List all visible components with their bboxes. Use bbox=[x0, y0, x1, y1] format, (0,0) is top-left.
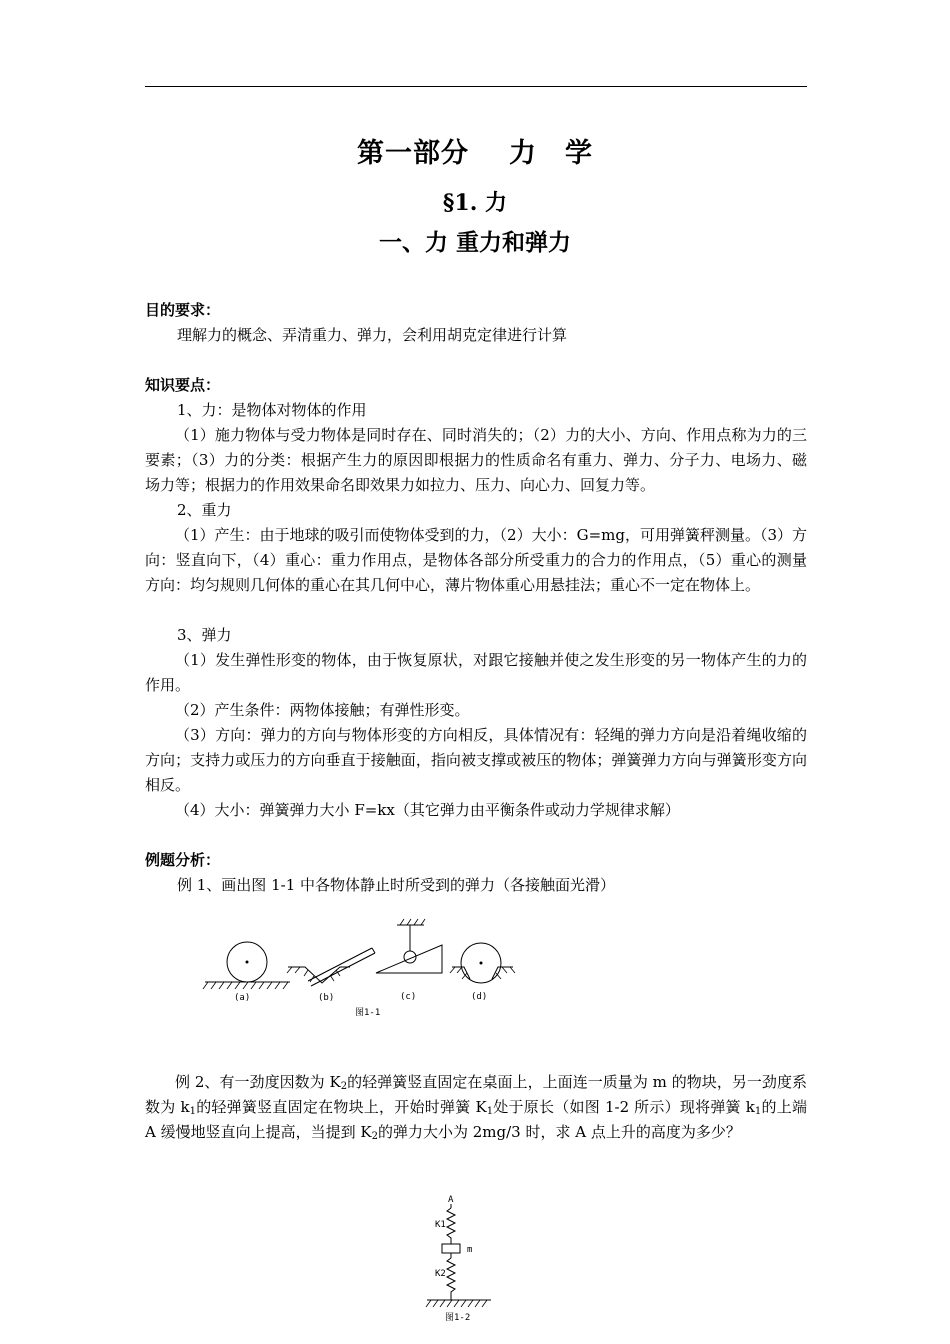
knowledge-p3: 2、重力 bbox=[177, 501, 232, 519]
label-a: A bbox=[448, 1195, 454, 1205]
figure-a-ball-on-ground bbox=[203, 942, 290, 989]
figure-b-rod-in-groove bbox=[287, 948, 375, 986]
knowledge-p8: （3）方向：弹力的方向与物体形变的方向相反，具体情况有：轻绳的弹力方向是沿着绳收缩的方向；支持力或压力的方向垂直于接触面，指向被支撑或被压的物体；弹簧弹力方向与弹簧形变方向相反。 bbox=[145, 726, 807, 794]
knowledge-heading: 知识要点： bbox=[145, 376, 221, 394]
top-rule bbox=[145, 86, 807, 87]
knowledge-p4: （1）产生：由于地球的吸引而使物体受到的力，（2）大小：G=mg，可用弹簧秤测量。（3）方向：竖直向下，（4）重心：重力作用点，是物体各部分所受重力的合力的作用点，（5）重心的测量方向：均匀规则几何体的重心在其几何中心，薄片物体重心用悬挂法；重心不一定在物体上。 bbox=[145, 526, 808, 594]
figure-d-label: (d) bbox=[471, 992, 488, 1002]
page-title: 第一部分 力 学 bbox=[357, 138, 593, 169]
figure-c-label: (c) bbox=[400, 992, 417, 1002]
section-title: §1. 力 bbox=[442, 190, 508, 216]
knowledge-p1: 1、力：是物体对物体的作用 bbox=[177, 401, 367, 419]
examples-heading: 例题分析： bbox=[145, 851, 221, 869]
figure-d-ball-between-walls bbox=[450, 943, 515, 983]
figure-b-label: (b) bbox=[318, 993, 335, 1003]
figure-1-1-caption: 图1-1 bbox=[355, 1008, 381, 1018]
goal-text: 理解力的概念、弄清重力、弹力，会利用胡克定律进行计算 bbox=[177, 326, 568, 344]
spring-k1 bbox=[447, 1208, 455, 1244]
knowledge-p9: （4）大小：弹簧弹力大小 F=kx（其它弹力由平衡条件或动力学规律求解） bbox=[175, 801, 680, 819]
spring-k2 bbox=[447, 1258, 455, 1300]
knowledge-p7: （2）产生条件：两物体接触；有弹性形变。 bbox=[175, 701, 470, 719]
block-m bbox=[442, 1244, 460, 1253]
knowledge-p2: （1）施力物体与受力物体是同时存在、同时消失的；（2）力的大小、方向、作用点称为力的三要素；（3）力的分类：根据产生力的原因即根据力的性质命名有重力、弹力、分子力、电场力、磁场力等；根据力的作用效果命名即效果力如拉力、压力、向心力、回复力等。 bbox=[145, 426, 807, 494]
knowledge-p6: （1）发生弹性形变的物体，由于恢复原状，对跟它接触并使之发生形变的另一物体产生的力的作用。 bbox=[145, 651, 807, 694]
figure-a-label: (a) bbox=[234, 993, 251, 1003]
goal-heading: 目的要求： bbox=[145, 301, 221, 319]
example-2: 例 2、有一劲度因数为 $K_2$的轻弹簧竖直固定在桌面上，上面连一质量为 m 的物块，另一劲度系数为 $k_1$的轻弹簧竖直固定在物块上，开始时弹簧 $K_1$处于原长（如图 1-2 所示）现将弹簧 $k_1$的上端 A 缓慢地竖直向上提高，当提到 $K_2$的弹力大小为 2mg/3 时，求 A 点上升的高度为多少？ bbox=[145, 1073, 807, 1142]
figure-1-2 bbox=[415, 1192, 515, 1332]
figure-c-hanging-ball-wedge bbox=[376, 919, 442, 973]
label-k2: K2 bbox=[435, 1269, 446, 1279]
label-m: m bbox=[467, 1245, 473, 1255]
figure-1-1 bbox=[200, 915, 530, 1025]
figure-1-2-caption: 图1-2 bbox=[445, 1313, 471, 1323]
subsection-title: 一、力 重力和弹力 bbox=[378, 229, 571, 256]
knowledge-p5: 3、弹力 bbox=[177, 626, 232, 644]
example-1: 例 1、画出图 1-1 中各物体静止时所受到的弹力（各接触面光滑） bbox=[177, 876, 616, 894]
label-k1: K1 bbox=[435, 1220, 446, 1230]
